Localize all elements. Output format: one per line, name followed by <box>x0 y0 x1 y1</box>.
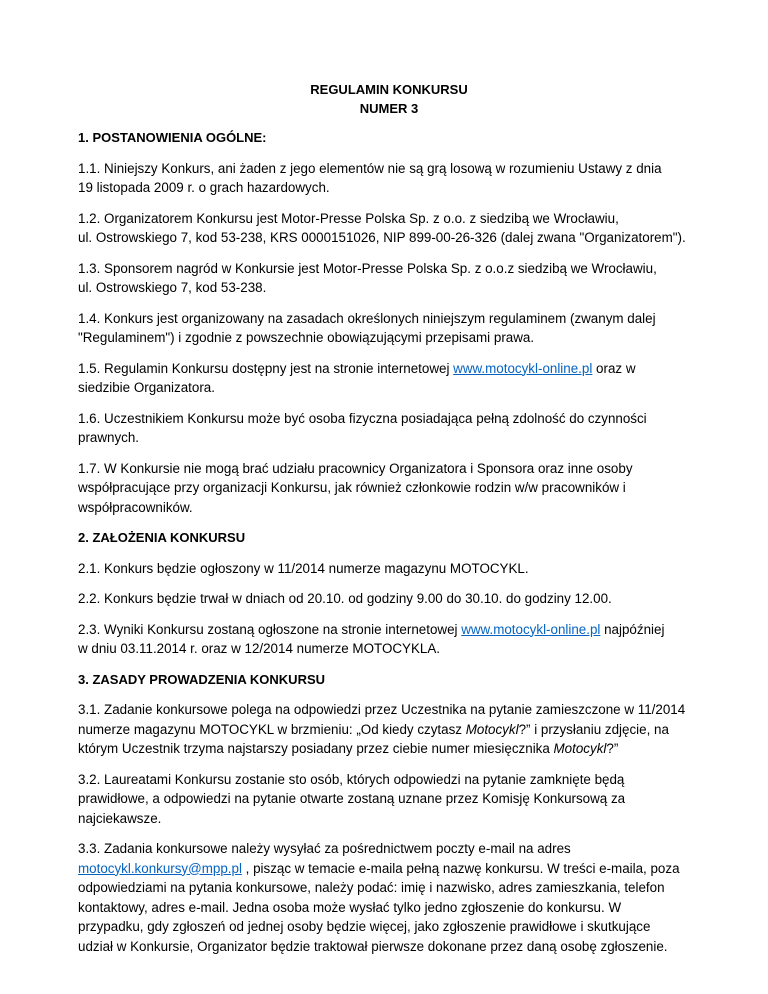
paragraph-1-4 <box>78 309 700 348</box>
paragraph-line: ul. Ostrowskiego 7, kod 53-238. <box>78 280 267 295</box>
paragraph-line: 1.7. W Konkursie nie mogą brać udziału pracownicy Organizatora i Sponsora oraz inne osoby <box>78 460 633 476</box>
paragraph-1-5 <box>78 359 700 398</box>
text-segment: , pisząc w temacie e-maila pełną nazwę konkursu. W treści e-maila, poza <box>241 860 680 876</box>
paragraph-line <box>78 620 700 640</box>
paragraph-3-2 <box>78 770 700 829</box>
paragraph-line: współpracujące przy organizacji Konkursu, jak również członkowie rodzin w/w pracowników i <box>78 480 626 495</box>
document-title <box>78 80 700 118</box>
paragraph-line: 2.2. Konkurs będzie trwał w dniach od 20.10. od godziny 9.00 do 30.10. do godziny 12.00. <box>78 591 612 606</box>
paragraph-3-1 <box>78 700 700 759</box>
paragraph-2-1 <box>78 559 700 579</box>
paragraph-line: 1.1. Niniejszy Konkurs, ani żaden z jego elementów nie są grą losową w rozumieniu Ustawy z dnia <box>78 160 662 176</box>
paragraph-line: 19 listopada 2009 r. o grach hazardowych. <box>78 180 330 195</box>
text-segment: ?” i przysłaniu zdjęcie, na <box>518 721 669 737</box>
paragraph-line: najciekawsze. <box>78 810 162 826</box>
text-segment: numerze magazynu MOTOCYKL w brzmieniu: „Od kiedy czytasz <box>78 721 466 737</box>
paragraph-line: siedzibie Organizatora. <box>78 380 215 395</box>
paragraph-line: 1.6. Uczestnikiem Konkursu może być osoba fizyczna posiadająca pełną zdolność do czynności <box>78 410 647 426</box>
paragraph-1-3 <box>78 259 700 298</box>
paragraph-line: ul. Ostrowskiego 7, kod 53-238, KRS 0000151026, NIP 899-00-26-326 (dalej zwana "Organizatorem"). <box>78 230 686 245</box>
paragraph-2-3 <box>78 620 700 659</box>
text-segment: 2.3. Wyniki Konkursu zostaną ogłoszone na stronie internetowej <box>78 621 462 637</box>
title-line-1: REGULAMIN KONKURSU <box>310 82 468 97</box>
paragraph-1-7 <box>78 459 700 518</box>
text-segment: 1.5. Regulamin Konkursu dostępny jest na stronie internetowej <box>78 360 454 376</box>
paragraph-line <box>78 859 700 879</box>
title-line-2: NUMER 3 <box>359 101 419 116</box>
section-3-heading: 3. ZASADY PROWADZENIA KONKURSU <box>78 671 326 687</box>
website-link[interactable]: www.motocykl-online.pl <box>453 360 593 376</box>
paragraph-line <box>78 359 700 379</box>
paragraph-1-1 <box>78 159 700 198</box>
paragraph-line: odpowiedziami na pytania konkursowe, należy podać: imię i nazwisko, adres zamieszkania, telefon <box>78 880 665 895</box>
paragraph-line <box>78 720 700 740</box>
paragraph-line: 1.2. Organizatorem Konkursu jest Motor-Presse Polska Sp. z o.o. z siedzibą we Wrocławiu, <box>78 210 619 226</box>
email-link[interactable]: motocykl.konkursy@mpp.pl <box>78 860 242 876</box>
paragraph-3-3 <box>78 839 700 956</box>
section-1-heading: 1. POSTANOWIENIA OGÓLNE: <box>78 130 267 145</box>
paragraph-line: 3.2. Laureatami Konkursu zostanie sto osób, których odpowiedzi na pytanie zamknięte będą <box>78 771 625 787</box>
paragraph-line: w dniu 03.11.2014 r. oraz w 12/2014 numerze MOTOCYKLA. <box>78 641 440 656</box>
paragraph-line: prawidłowe, a odpowiedzi na pytanie otwarte zostaną uznane przez Komisję Konkursową za <box>78 791 626 806</box>
magazine-name: Motocykl <box>465 721 519 737</box>
paragraph-line: 3.3. Zadania konkursowe należy wysyłać za pośrednictwem poczty e-mail na adres <box>78 841 571 856</box>
text-segment: najpóźniej <box>600 621 665 637</box>
text-segment: którym Uczestnik trzyma najstarszy posiadany przez ciebie numer miesięcznika <box>78 741 554 756</box>
paragraph-line: "Regulaminem") i zgodnie z powszechnie obowiązującymi przepisami prawa. <box>78 330 535 345</box>
website-link[interactable]: www.motocykl-online.pl <box>461 621 601 637</box>
paragraph-line: przypadku, gdy zgłoszeń od jednej osoby będzie więcej, jako zgłoszenie prawidłowe i skutkujące <box>78 919 651 934</box>
text-segment: ?” <box>606 741 619 756</box>
paragraph-line: 1.3. Sponsorem nagród w Konkursie jest Motor-Presse Polska Sp. z o.o.z siedzibą we Wrocławiu, <box>78 260 657 276</box>
paragraph-line: prawnych. <box>78 430 140 445</box>
magazine-name: Motocykl <box>553 741 607 756</box>
paragraph-1-6 <box>78 409 700 448</box>
paragraph-line: udział w Konkursie, Organizator będzie traktował pierwsze dokonane przez daną osobę zgłoszenie. <box>78 938 668 954</box>
paragraph-line: kontaktowy, adres e-mail. Jedna osoba może wysłać tylko jedno zgłoszenie do konkursu. W <box>78 899 622 915</box>
paragraph-line <box>78 739 700 759</box>
section-2-heading: 2. ZAŁOŻENIA KONKURSU <box>78 530 246 545</box>
paragraph-line: 2.1. Konkurs będzie ogłoszony w 11/2014 numerze magazynu MOTOCYKL. <box>78 560 529 576</box>
document-page <box>78 80 700 967</box>
text-segment: oraz w <box>592 360 636 376</box>
paragraph-line: współpracowników. <box>78 499 193 515</box>
paragraph-line: 1.4. Konkurs jest organizowany na zasadach określonych niniejszym regulaminem (zwanym dalej <box>78 310 656 326</box>
paragraph-2-2 <box>78 589 700 609</box>
paragraph-line: 3.1. Zadanie konkursowe polega na odpowiedzi przez Uczestnika na pytanie zamieszczone w 11/2014 <box>78 702 686 717</box>
paragraph-1-2 <box>78 209 700 248</box>
